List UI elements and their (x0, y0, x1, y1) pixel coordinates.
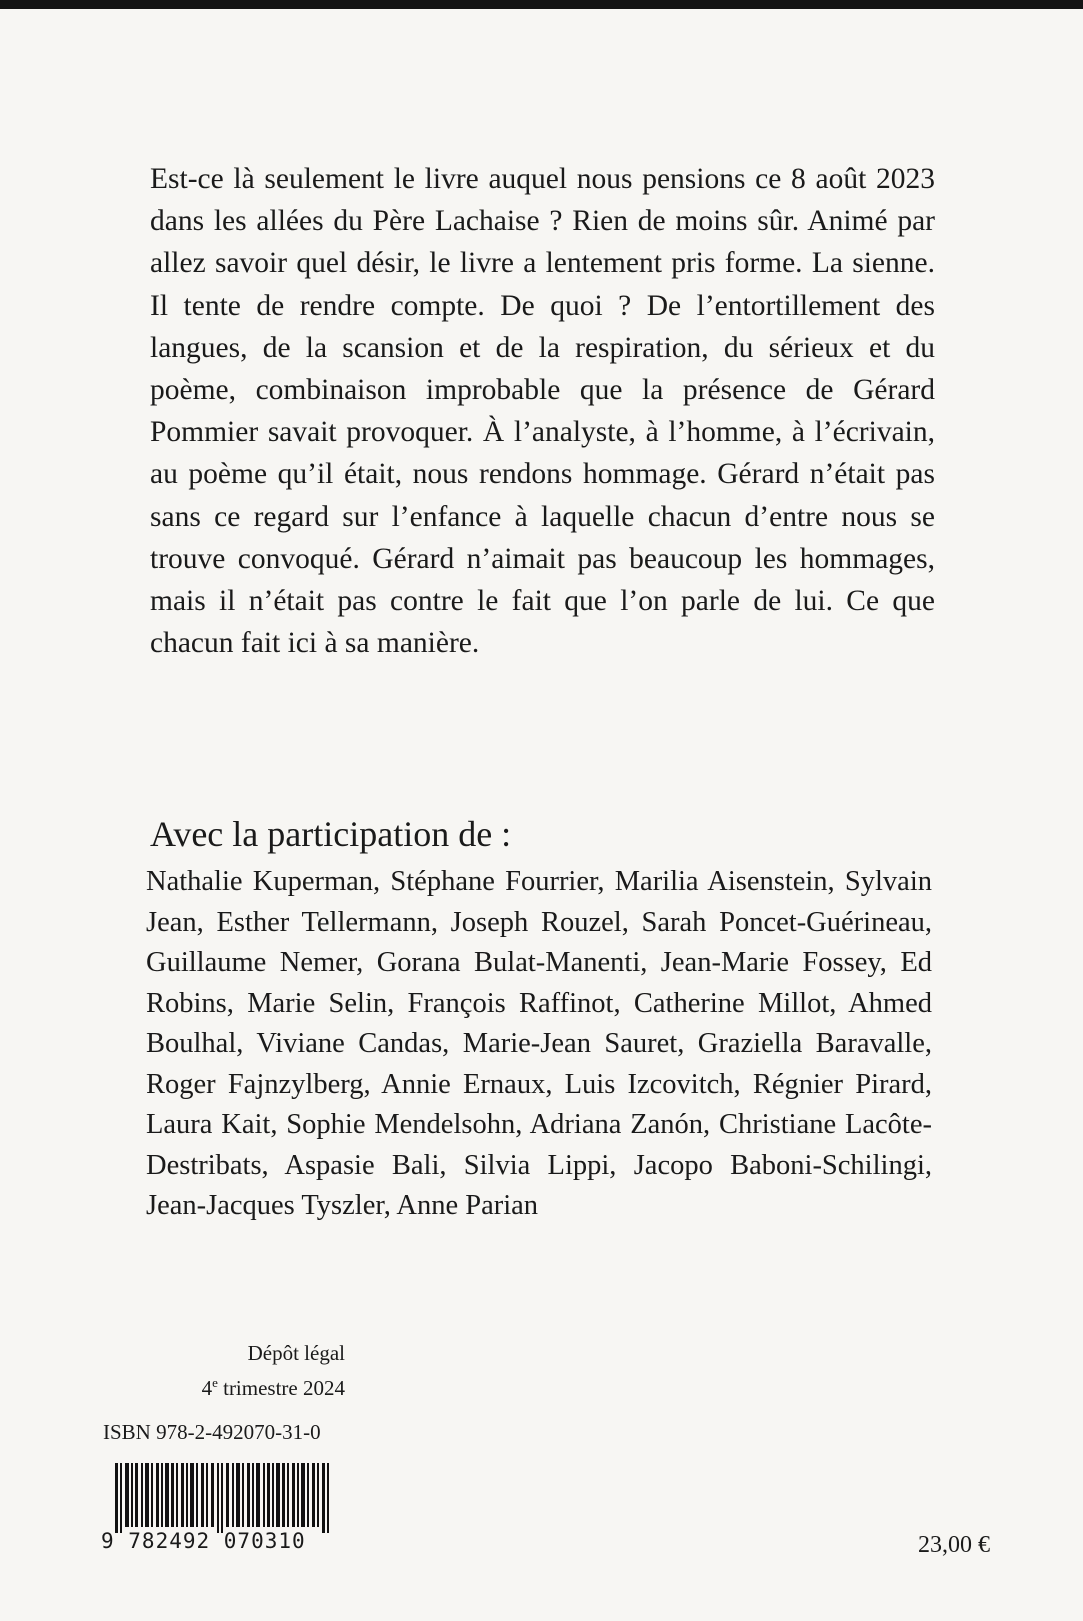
back-cover-blurb: Est-ce là seulement le livre auquel nous pensions ce 8 août 2023 dans les allées du Père Lachaise ? Rien de moins sûr. Animé par allez savoir quel désir, le livre a lentement pris forme. La sienne. Il tente de rendre compte. De quoi ? De l’entortillement des langues, de la scansion et de la respiration, du sérieux et du poème, combinaison improbable que la présence de Gérard Pommier savait provoquer. À l’analyste, à l’homme, à l’écrivain, au poème qu’il était, nous rendons hommage. Gérard n’était pas sans ce regard sur l’enfance à laquelle chacun d’entre nous se trouve convoqué. Gérard n’aimait pas beaucoup les hommages, mais il n’était pas contre le fait que l’on parle de lui. Ce que chacun fait ici à sa manière. (150, 163, 935, 660)
barcode-digits: 9 782492 070310 (101, 1529, 306, 1553)
contributors-list: Nathalie Kuperman, Stéphane Fourrier, Marilia Aisenstein, Sylvain Jean, Esther Tellermann, Joseph Rouzel, Sarah Poncet-Guérineau, Guillaume Nemer, Gorana Bulat-Manenti, Jean-Marie Fossey, Ed Robins, Marie Selin, François Raffinot, Catherine Millot, Ahmed Boulhal, Viviane Candas, Marie-Jean Sauret, Graziella Baravalle, Roger Fajnzylberg, Annie Ernaux, Luis Izcovitch, Régnier Pirard, Laura Kait, Sophie Mendelsohn, Adriana Zanón, Christiane Lacôte-Destribats, Aspasie Bali, Silvia Lippi, Jacopo Baboni-Schilingi, Jean-Jacques Tyszler, Anne Parian (146, 866, 932, 1221)
price-label: 23,00 € (918, 1532, 990, 1558)
barcode-icon (101, 1463, 351, 1533)
isbn-text: ISBN 978-2-492070-31-0 (103, 1420, 321, 1444)
legal-deposit-label: Dépôt légal (247, 1341, 345, 1365)
barcode (101, 1463, 351, 1555)
top-edge-bar (0, 0, 1083, 9)
contributors-heading: Avec la participation de : (150, 814, 512, 854)
legal-deposit (170, 1338, 345, 1403)
legal-deposit-date: 4e trimestre 2024 (201, 1375, 345, 1400)
